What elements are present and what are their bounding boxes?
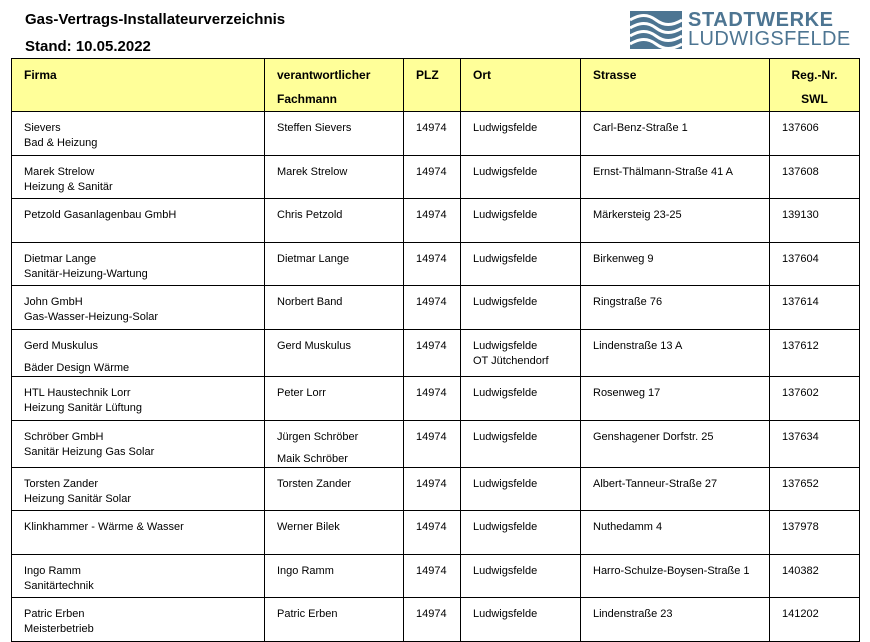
firma-line: Klinkhammer - Wärme & Wasser <box>24 521 184 534</box>
cell-regnr: 137634 <box>770 420 860 467</box>
cell-ort <box>461 286 581 330</box>
fachmann-line: Norbert Band <box>277 296 343 309</box>
cell-plz: 14974 <box>404 155 461 199</box>
cell-regnr: 137608 <box>770 155 860 199</box>
table-body <box>12 112 860 642</box>
cell-plz: 14974 <box>404 329 461 376</box>
cell-strasse: Genshagener Dorfstr. 25 <box>581 420 770 467</box>
cell-ort <box>461 420 581 467</box>
cell-regnr: 137604 <box>770 242 860 286</box>
cell-firma <box>12 554 265 598</box>
firma-line: Sanitär-Heizung-Wartung <box>24 267 148 280</box>
cell-ort <box>461 467 581 511</box>
fachmann-line: Patric Erben <box>277 608 338 621</box>
cell-fachmann <box>265 155 404 199</box>
cell-fachmann <box>265 112 404 156</box>
fachmann-line: Torsten Zander <box>277 477 351 490</box>
firma-line: HTL Haustechnik Lorr <box>24 386 131 399</box>
table-row <box>12 376 860 420</box>
cell-plz: 14974 <box>404 376 461 420</box>
ort-line: Ludwigsfelde <box>473 122 538 134</box>
cell-strasse: Ringstraße 76 <box>581 286 770 330</box>
fachmann-line: Ingo Ramm <box>277 564 334 577</box>
cell-ort <box>461 554 581 598</box>
cell-strasse: Lindenstraße 13 A <box>581 329 770 376</box>
ort-line: OT Jütchendorf <box>473 354 549 367</box>
firma-line: Bad & Heizung <box>24 137 98 149</box>
cell-strasse: Albert-Tanneur-Straße 27 <box>581 467 770 511</box>
cell-strasse: Harro-Schulze-Boysen-Straße 1 <box>581 554 770 598</box>
cell-plz: 14974 <box>404 112 461 156</box>
cell-plz: 14974 <box>404 420 461 467</box>
cell-strasse: Birkenweg 9 <box>581 242 770 286</box>
firma-line: Heizung Sanitär Solar <box>24 492 132 505</box>
cell-strasse: Carl-Benz-Straße 1 <box>581 112 770 156</box>
cell-fachmann <box>265 199 404 243</box>
cell-fachmann <box>265 598 404 642</box>
cell-strasse: Lindenstraße 23 <box>581 598 770 642</box>
fachmann-line: Werner Bilek <box>277 521 340 534</box>
cell-fachmann <box>265 420 404 467</box>
table-row <box>12 420 860 467</box>
cell-firma <box>12 155 265 199</box>
firma-line: Bäder Design Wärme <box>24 361 130 374</box>
header-ort: Ort <box>461 59 581 112</box>
waves-logo-icon <box>630 11 682 49</box>
firma-line: Gas-Wasser-Heizung-Solar <box>24 311 159 324</box>
ort-line: Ludwigsfelde <box>473 165 538 178</box>
ort-line: Ludwigsfelde <box>473 386 538 399</box>
header-fachmann: verantwortlicher Fachmann <box>265 59 404 112</box>
fachmann-line: Gerd Muskulus <box>277 339 351 352</box>
cell-fachmann <box>265 329 404 376</box>
cell-regnr: 140382 <box>770 554 860 598</box>
table-row <box>12 112 860 156</box>
cell-ort <box>461 155 581 199</box>
firma-line: Schröber GmbH <box>24 430 104 443</box>
cell-plz: 14974 <box>404 554 461 598</box>
firma-line: Heizung & Sanitär <box>24 180 113 193</box>
table-row <box>12 155 860 199</box>
cell-fachmann <box>265 242 404 286</box>
ort-line: Ludwigsfelde <box>473 339 538 352</box>
cell-ort <box>461 511 581 555</box>
firma-line: Ingo Ramm <box>24 564 81 577</box>
cell-strasse: Ernst-Thälmann-Straße 41 A <box>581 155 770 199</box>
firma-line: Gerd Muskulus <box>24 339 98 352</box>
table-row <box>12 467 860 511</box>
stadtwerke-logo <box>630 10 850 50</box>
cell-plz: 14974 <box>404 242 461 286</box>
cell-regnr: 137978 <box>770 511 860 555</box>
header-strasse: Strasse <box>581 59 770 112</box>
ort-line: Ludwigsfelde <box>473 252 538 265</box>
table-row <box>12 329 860 376</box>
ort-line: Ludwigsfelde <box>473 430 538 443</box>
cell-ort <box>461 376 581 420</box>
ort-line: Ludwigsfelde <box>473 477 538 490</box>
cell-firma <box>12 242 265 286</box>
cell-fachmann <box>265 286 404 330</box>
cell-firma <box>12 329 265 376</box>
fachmann-line: Dietmar Lange <box>277 252 350 265</box>
fachmann-line: Steffen Sievers <box>277 122 352 134</box>
cell-firma <box>12 199 265 243</box>
fachmann-line: Jürgen Schröber <box>277 430 359 443</box>
firma-line: Petzold Gasanlagenbau GmbH <box>24 209 177 222</box>
cell-firma <box>12 420 265 467</box>
logo-text-stadtwerke: STADTWERKE <box>688 9 834 31</box>
firma-line: Sanitär Heizung Gas Solar <box>24 445 155 458</box>
table-row <box>12 199 860 243</box>
cell-ort <box>461 598 581 642</box>
cell-strasse: Nuthedamm 4 <box>581 511 770 555</box>
firma-line: Marek Strelow <box>24 165 95 178</box>
cell-plz: 14974 <box>404 467 461 511</box>
firma-line: Dietmar Lange <box>24 252 97 265</box>
cell-firma <box>12 112 265 156</box>
cell-regnr: 139130 <box>770 199 860 243</box>
cell-plz: 14974 <box>404 286 461 330</box>
header-plz: PLZ <box>404 59 461 112</box>
cell-firma <box>12 286 265 330</box>
cell-strasse: Rosenweg 17 <box>581 376 770 420</box>
cell-regnr: 137612 <box>770 329 860 376</box>
table-row <box>12 286 860 330</box>
table-header <box>12 59 860 112</box>
firma-line: Heizung Sanitär Lüftung <box>24 401 143 414</box>
cell-firma <box>12 467 265 511</box>
cell-regnr: 137614 <box>770 286 860 330</box>
header-firma: Firma <box>12 59 265 112</box>
cell-fachmann <box>265 467 404 511</box>
fachmann-line: Marek Strelow <box>277 165 348 178</box>
cell-fachmann <box>265 376 404 420</box>
firma-line: Patric Erben <box>24 608 85 621</box>
cell-ort <box>461 199 581 243</box>
firma-line: Sievers <box>24 122 61 134</box>
cell-plz: 14974 <box>404 598 461 642</box>
cell-firma <box>12 376 265 420</box>
table-row <box>12 511 860 555</box>
firma-line: John GmbH <box>24 296 83 309</box>
document-date: Stand: 10.05.2022 <box>25 38 151 55</box>
cell-strasse: Märkersteig 23-25 <box>581 199 770 243</box>
header-regnr: Reg.-Nr. SWL <box>770 59 860 112</box>
document-title: Gas-Vertrags-Installateurverzeichnis <box>25 11 286 28</box>
cell-regnr: 141202 <box>770 598 860 642</box>
fachmann-line: Chris Petzold <box>277 209 343 222</box>
ort-line: Ludwigsfelde <box>473 296 538 309</box>
table-row <box>12 242 860 286</box>
fachmann-line: Maik Schröber <box>277 452 348 465</box>
cell-ort <box>461 112 581 156</box>
cell-regnr: 137652 <box>770 467 860 511</box>
firma-line: Torsten Zander <box>24 477 98 490</box>
cell-ort <box>461 329 581 376</box>
cell-ort <box>461 242 581 286</box>
ort-line: Ludwigsfelde <box>473 521 538 534</box>
firma-line: Meisterbetrieb <box>24 623 94 636</box>
cell-firma <box>12 511 265 555</box>
table-row <box>12 598 860 642</box>
cell-firma <box>12 598 265 642</box>
ort-line: Ludwigsfelde <box>473 209 538 222</box>
cell-regnr: 137602 <box>770 376 860 420</box>
installer-table <box>11 58 860 642</box>
cell-fachmann <box>265 554 404 598</box>
firma-line: Sanitärtechnik <box>24 579 94 592</box>
cell-plz: 14974 <box>404 199 461 243</box>
ort-line: Ludwigsfelde <box>473 608 538 621</box>
cell-plz: 14974 <box>404 511 461 555</box>
cell-fachmann <box>265 511 404 555</box>
table-row <box>12 554 860 598</box>
logo-text-ludwigsfelde: LUDWIGSFELDE <box>688 28 851 50</box>
fachmann-line: Peter Lorr <box>277 386 326 399</box>
cell-regnr: 137606 <box>770 112 860 156</box>
ort-line: Ludwigsfelde <box>473 564 538 577</box>
